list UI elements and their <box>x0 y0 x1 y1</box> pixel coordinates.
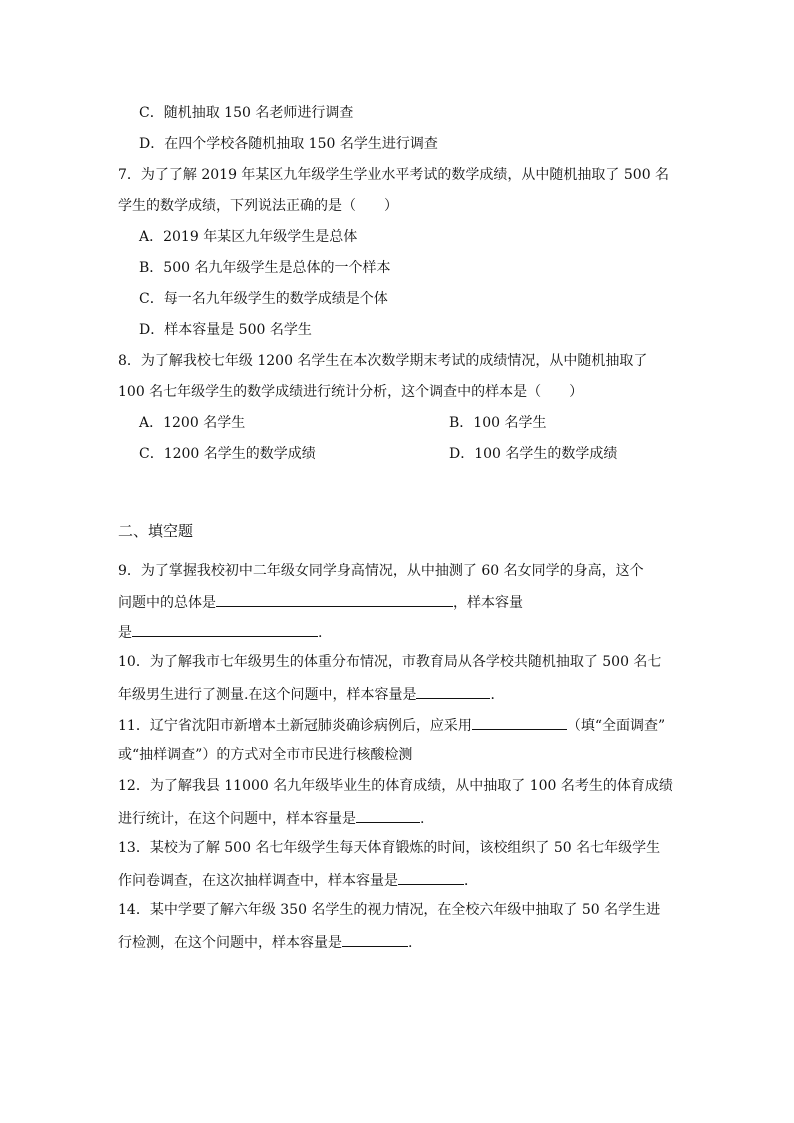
q12-text-b: . <box>420 811 425 827</box>
q13-stem-line1: 13．某校为了解 500 名七年级学生每天体育锻炼的时间，该校组织了 50 名七年级学生 <box>118 840 661 856</box>
section-title-fill-in: 二、填空题 <box>118 522 194 540</box>
q11-stem-line2: 或“抽样调查”）的方式对全市市民进行核酸检测 <box>118 747 413 763</box>
q10-text-b: ． <box>490 687 505 703</box>
q12-text-a: 进行统计，在这个问题中，样本容量是 <box>118 811 356 827</box>
q10-stem-line2 <box>118 683 504 705</box>
q8-option-a: A．1200 名学生 <box>139 415 246 431</box>
q13-stem-line2 <box>118 869 478 891</box>
q9-stem-line2 <box>118 591 523 613</box>
q14-stem-line1: 14．某中学要了解六年级 350 名学生的视力情况，在全校六年级中抽取了 50 名学生进 <box>118 902 661 918</box>
q8-stem-line1: 8．为了解我校七年级 1200 名学生在本次数学期末考试的成绩情况，从中随机抽取了 <box>118 353 648 369</box>
q9-blank-population[interactable] <box>216 591 453 607</box>
q6-option-d: D．在四个学校各随机抽取 150 名学生进行调查 <box>139 136 438 152</box>
q14-blank-sample-size[interactable] <box>342 931 408 947</box>
q11-stem-line1 <box>118 714 665 736</box>
q11-text-b: （填“全面调查” <box>566 718 666 734</box>
q13-text-a: 作问卷调查，在这次抽样调查中，样本容量是 <box>118 873 398 889</box>
q10-stem-line1: 10．为了解我市七年级男生的体重分布情况，市教育局从各学校共随机抽取了 500 名七 <box>118 654 662 670</box>
q10-blank-sample-size[interactable] <box>416 683 490 699</box>
q13-text-b: ． <box>464 873 478 889</box>
q9-blank-sample-size[interactable] <box>132 621 318 637</box>
q9-text-b: ，样本容量 <box>453 595 523 611</box>
q11-blank-survey-type[interactable] <box>472 714 567 730</box>
q10-text-a: 年级男生进行了测量.在这个问题中，样本容量是 <box>118 687 417 703</box>
q7-stem-line1: 7．为了了解 2019 年某区九年级学生学业水平考试的数学成绩，从中随机抽取了 500 名 <box>118 167 670 183</box>
q8-option-b: B．100 名学生 <box>449 415 547 431</box>
q7-option-a: A．2019 年某区九年级学生是总体 <box>139 229 358 245</box>
q7-option-c: C．每一名九年级学生的数学成绩是个体 <box>139 291 388 307</box>
q7-stem-line2: 学生的数学成绩，下列说法正确的是（ ） <box>118 198 398 214</box>
q14-text-a: 行检测，在这个问题中，样本容量是 <box>118 935 342 951</box>
q8-option-d: D．100 名学生的数学成绩 <box>449 446 618 462</box>
q9-text-c: 是 <box>118 625 132 641</box>
q12-stem-line2 <box>118 807 424 829</box>
q8-stem-line2: 100 名七年级学生的数学成绩进行统计分析，这个调查中的样本是（ ） <box>118 384 584 400</box>
q9-text-d: . <box>318 625 323 641</box>
q12-stem-line1: 12．为了解我县 11000 名九年级毕业生的体育成绩，从中抽取了 100 名考生的体育成绩 <box>118 778 673 794</box>
q7-option-b: B．500 名九年级学生是总体的一个样本 <box>139 260 391 276</box>
q8-option-c: C．1200 名学生的数学成绩 <box>139 446 316 462</box>
q9-stem-line3 <box>118 621 322 643</box>
q11-text-a: 11．辽宁省沈阳市新增本土新冠肺炎确诊病例后，应采用 <box>118 718 472 734</box>
q14-text-b: . <box>408 935 413 951</box>
q12-blank-sample-size[interactable] <box>356 807 420 823</box>
q14-stem-line2 <box>118 931 412 953</box>
q9-text-a: 问题中的总体是 <box>118 595 216 611</box>
q13-blank-sample-size[interactable] <box>398 869 464 885</box>
q7-option-d: D．样本容量是 500 名学生 <box>139 322 312 338</box>
q9-stem-line1: 9．为了掌握我校初中二年级女同学身高情况，从中抽测了 60 名女同学的身高，这个 <box>118 563 644 579</box>
q6-option-c: C．随机抽取 150 名老师进行调查 <box>139 105 354 121</box>
